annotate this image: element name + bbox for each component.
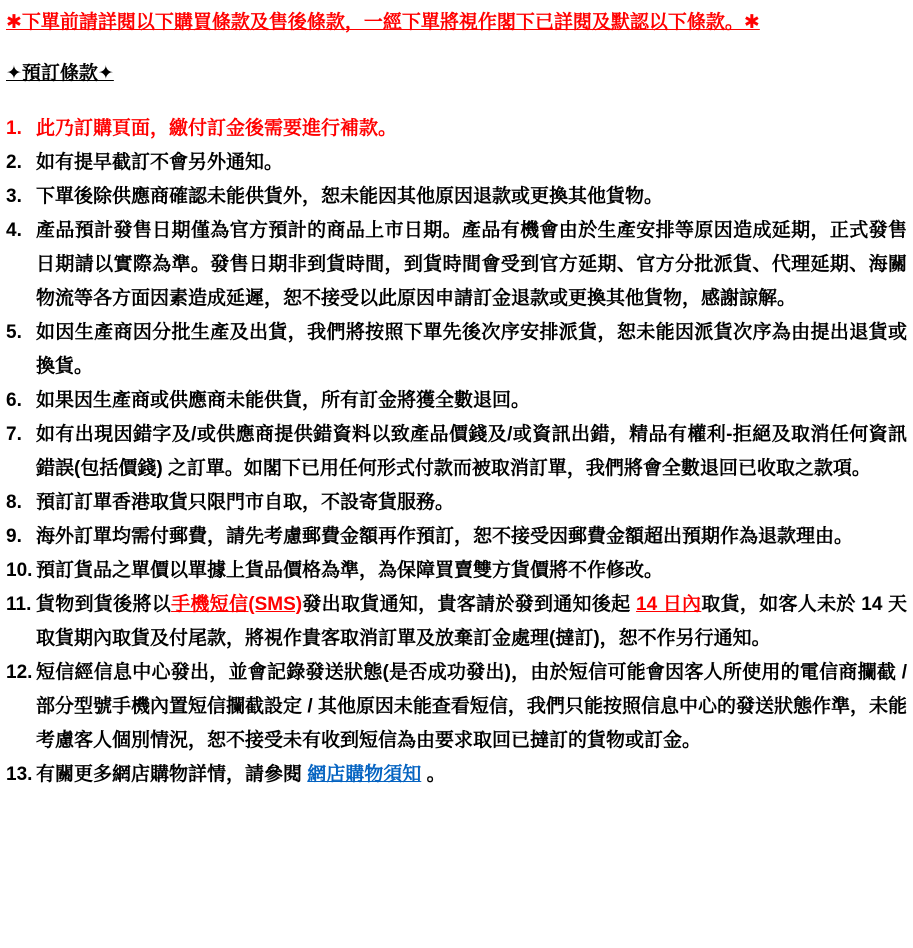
term-text bbox=[36, 758, 907, 792]
term-item bbox=[6, 656, 907, 758]
term-text bbox=[36, 384, 907, 418]
term-number: 3. bbox=[6, 186, 22, 207]
term-text-segment: 下單後除供應商確認未能供貨外，恕未能因其他原因退款或更換其他貨物。 bbox=[36, 186, 664, 207]
term-text-segment: 預訂貨品之單價以單據上貨品價格為準，為保障買賣雙方貨價將不作修改。 bbox=[36, 560, 664, 581]
term-item bbox=[6, 758, 907, 792]
term-item bbox=[6, 316, 907, 384]
page-title: ✱下單前請詳閱以下購買條款及售後條款，一經下單將視作閣下已詳閱及默認以下條款。✱ bbox=[6, 12, 760, 33]
term-text-segment: 如因生產商因分批生產及出貨，我們將按照下單先後次序安排派貨，恕未能因派貨次序為由提出退貨或換貨。 bbox=[36, 322, 907, 377]
term-text-segment: 取貨，如客人未於 14 天取貨期內取貨及付尾款，將視作貴客取消訂單及放棄訂金處理(撻訂)，恕不作另行通知。 bbox=[36, 594, 907, 649]
term-text-segment: 海外訂單均需付郵費，請先考慮郵費金額再作預訂，恕不接受因郵費金額超出預期作為退款理由。 bbox=[36, 526, 854, 547]
term-text-segment: 如果因生產商或供應商未能供貨，所有訂金將獲全數退回。 bbox=[36, 390, 531, 411]
term-text-segment: 發出取貨通知，貴客請於發到通知後起 bbox=[302, 594, 637, 615]
term-item bbox=[6, 146, 907, 180]
term-number: 13. bbox=[6, 764, 33, 785]
term-item bbox=[6, 520, 907, 554]
term-text bbox=[36, 588, 907, 656]
term-text bbox=[36, 316, 907, 384]
term-item bbox=[6, 384, 907, 418]
highlighted-red-text: 14 日內 bbox=[636, 594, 702, 615]
term-text bbox=[36, 180, 907, 214]
term-text-segment: 貨物到貨後將以 bbox=[36, 594, 172, 615]
term-text bbox=[36, 486, 907, 520]
term-item bbox=[6, 588, 907, 656]
term-text bbox=[36, 214, 907, 316]
term-text-segment: 產品預計發售日期僅為官方預計的商品上市日期。產品有機會由於生產安排等原因造成延期，正式發售日期請以實際為準。發售日期非到貨時間，到貨時間會受到官方延期、官方分批派貨、代理延期、海關物流等各方面因素造成延遲，恕不接受以此原因申請訂金退款或更換其他貨物，感謝諒解。 bbox=[36, 220, 907, 309]
term-number: 4. bbox=[6, 220, 22, 241]
section-header-preorder-terms: ✦預訂條款✦ bbox=[6, 63, 114, 84]
term-text bbox=[36, 112, 907, 146]
term-number: 2. bbox=[6, 152, 22, 173]
term-number: 12. bbox=[6, 662, 33, 683]
term-text-segment: 有關更多網店購物詳情，請參閱 bbox=[36, 764, 308, 785]
term-text bbox=[36, 656, 907, 758]
term-number: 5. bbox=[6, 322, 22, 343]
term-text bbox=[36, 520, 907, 554]
term-text-segment: 此乃訂購頁面，繳付訂金後需要進行補款。 bbox=[36, 118, 398, 139]
term-item bbox=[6, 214, 907, 316]
term-number: 9. bbox=[6, 526, 22, 547]
term-number: 11. bbox=[6, 594, 32, 615]
term-item bbox=[6, 112, 907, 146]
term-text bbox=[36, 418, 907, 486]
term-item bbox=[6, 554, 907, 588]
term-number: 10. bbox=[6, 560, 33, 581]
term-number: 6. bbox=[6, 390, 22, 411]
term-item bbox=[6, 486, 907, 520]
term-text-segment: 如有出現因錯字及/或供應商提供錯資料以致產品價錢及/或資訊出錯，精品有權利-拒絕及取消任何資訊錯誤(包括價錢) 之訂單。如閣下已用任何形式付款而被取消訂單，我們將會全數退回已收取之款項。 bbox=[36, 424, 907, 479]
term-text-segment: 短信經信息中心發出，並會記錄發送狀態(是否成功發出)，由於短信可能會因客人所使用的電信商攔截 / 部分型號手機內置短信攔截設定 / 其他原因未能查看短信，我們只能按照信息中心的發送狀態作準，未能考慮客人個別情況，恕不接受未有收到短信為由要求取回已撻訂的貨物或訂金。 bbox=[36, 662, 907, 751]
terms-list bbox=[6, 112, 907, 792]
term-text-segment: 。 bbox=[421, 764, 446, 785]
term-item bbox=[6, 418, 907, 486]
term-text-segment: 如有提早截訂不會另外通知。 bbox=[36, 152, 284, 173]
term-text-segment: 預訂訂單香港取貨只限門市自取，不設寄貨服務。 bbox=[36, 492, 455, 513]
term-number: 8. bbox=[6, 492, 22, 513]
highlighted-red-text: 手機短信(SMS) bbox=[171, 594, 303, 615]
store-shopping-guide-link[interactable]: 網店購物須知 bbox=[307, 764, 422, 785]
term-item bbox=[6, 180, 907, 214]
term-number: 1. bbox=[6, 118, 22, 139]
term-text bbox=[36, 554, 907, 588]
term-text bbox=[36, 146, 907, 180]
term-number: 7. bbox=[6, 424, 22, 445]
